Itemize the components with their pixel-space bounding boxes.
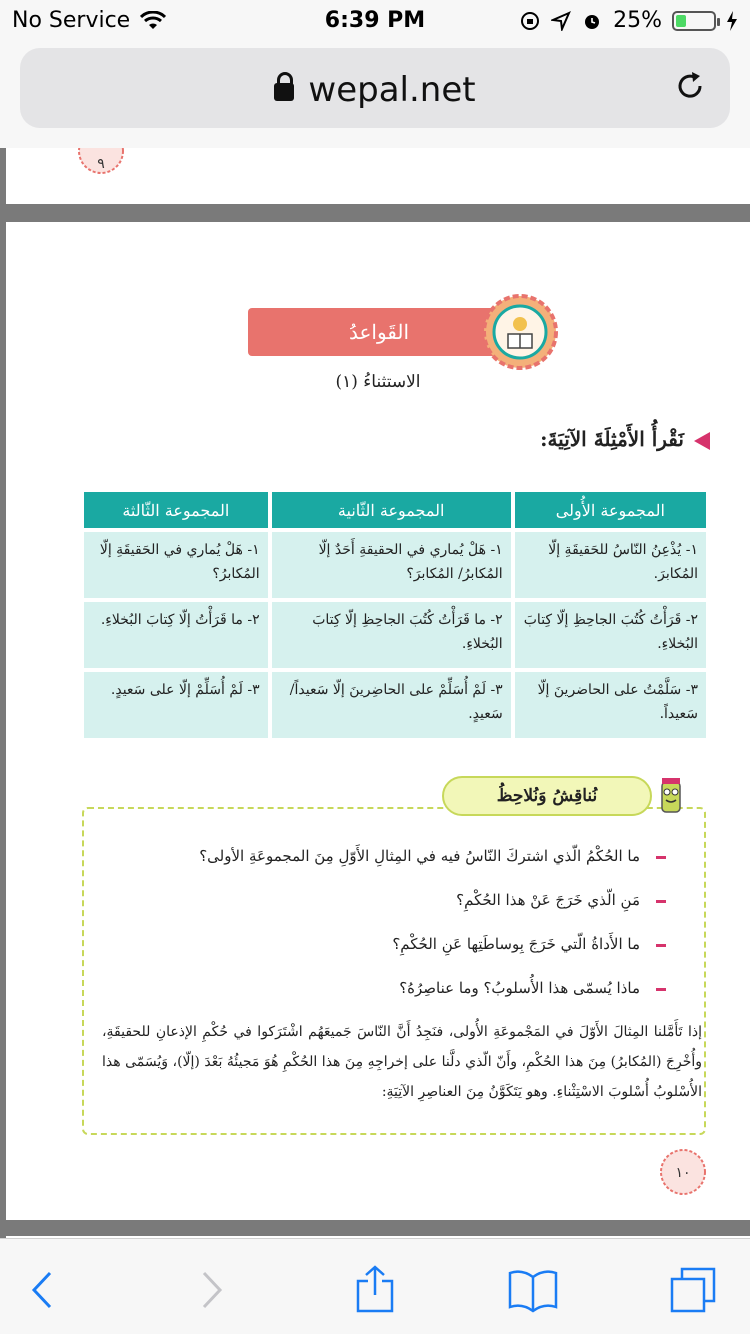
triangle-bullet-icon — [694, 432, 710, 450]
reload-icon[interactable] — [672, 68, 708, 104]
previous-page — [6, 148, 750, 204]
orientation-lock-icon — [519, 10, 541, 32]
questions-list — [106, 834, 666, 1010]
share-icon[interactable] — [350, 1265, 400, 1315]
forward-icon[interactable] — [186, 1265, 236, 1315]
lesson-subtitle: الاستثناءُ (١) — [335, 372, 421, 392]
status-bar — [0, 0, 750, 40]
list-item — [106, 966, 666, 1010]
explanation-paragraph: إذا تَأَمَّلنا المِثالَ الأَوّلَ في المَجْموعَةِ الأُولى، فنَجِدُ أَنَّ النّاسَ جَميعَهُم اشْتَرَكوا في حُكْمِ الإذعانِ للحقيقَةِ، وأُخْرِجَ (المُكابرُ) مِنَ هذا الحُكْمِ، وأَنّ الّذي دلَّنا على إخراجِهِ مِنَ هذا الحُكْمِ هُوَ مَجيئُهُ بَعْدَ (إلّا)، وَيُسَمّى هذا الأُسْلوبُ أُسْلوبَ الاسْتِثْناءِ. وهو يَتَكَوَّنُ مِنَ العناصِرِ الآتِيَةِ: — [102, 1024, 702, 1100]
banner-title: القَواعدُ — [348, 320, 410, 344]
carrier-label: No Service — [12, 8, 131, 33]
table-cell: ١- هَلْ يُماري في الحقيقةِ أَحَدٌ إلّا المُكابرُ/ المُكابرَ؟ — [272, 532, 511, 598]
tabs-icon[interactable] — [668, 1265, 718, 1315]
table-cell: ٢- ما قَرَأْتُ كُتُبَ الجاحِظِ إلّا كِتابَ البُخلاءِ. — [272, 602, 511, 668]
book-page — [6, 222, 750, 1220]
header-group-2: المجموعة الثّانية — [272, 492, 511, 528]
question-text: ماذا يُسمّى هذا الأُسلوبُ؟ وما عناصِرُهُ؟ — [399, 979, 640, 997]
table-cell: ٣- سَلَّمْتُ على الحاضرينَ إلّا سَعيداً. — [515, 672, 706, 738]
charging-icon — [726, 11, 738, 31]
url-text: wepal.net — [308, 70, 476, 110]
examples-table — [80, 488, 710, 742]
table-cell: ٣- لَمْ أُسَلِّمْ إلّا على سَعيدٍ. — [84, 672, 268, 738]
battery-icon — [672, 11, 716, 31]
table-cell: ٢- قَرَأْتُ كُتُبَ الجاحِظِ إلّا كِتابَ البُخلاءِ. — [515, 602, 706, 668]
page-number-badge — [76, 148, 126, 176]
instruction-text: نَقْرأُ الأَمْثِلَةَ الآتِيَةَ: — [540, 427, 684, 451]
url-display[interactable] — [20, 70, 730, 110]
previous-page-number: ٩ — [97, 156, 105, 172]
bookmarks-icon[interactable] — [508, 1265, 558, 1315]
browser-toolbar — [0, 1238, 750, 1334]
list-item — [106, 878, 666, 922]
clock: 6:39 PM — [324, 8, 426, 33]
section-banner — [248, 308, 510, 356]
header-group-1: المجموعة الأُولى — [515, 492, 706, 528]
web-content[interactable] — [0, 148, 750, 1238]
table-header-row — [84, 492, 706, 528]
back-icon[interactable] — [18, 1265, 68, 1315]
list-item — [106, 922, 666, 966]
location-icon — [551, 11, 571, 31]
grammar-emblem-icon — [480, 292, 560, 372]
lock-icon — [274, 83, 294, 101]
battery-percent: 25% — [613, 8, 662, 33]
table-row — [84, 532, 706, 598]
header-group-3: المجموعة الثّالثة — [84, 492, 268, 528]
question-text: ما الأَداةُ الّتي خَرَجَ بِوساطَتِها عَنِ الحُكْمِ؟ — [392, 935, 640, 953]
page-number: ١٠ — [675, 1165, 691, 1181]
table-cell: ١- هَلْ يُماري في الحَقيقَةِ إلّا المُكابرُ؟ — [84, 532, 268, 598]
pencil-character-icon — [646, 772, 696, 822]
page-number-badge — [658, 1147, 708, 1197]
status-right — [519, 8, 738, 33]
dash-bullet-icon — [656, 944, 666, 947]
instruction-heading — [540, 427, 710, 451]
table-row — [84, 672, 706, 738]
alarm-icon — [581, 10, 603, 32]
list-item — [106, 834, 666, 878]
question-text: مَنِ الّذي خَرَجَ عَنْ هذا الحُكْمِ؟ — [456, 891, 640, 909]
table-cell: ٣- لَمْ أُسَلِّمْ على الحاضِرينَ إلّا سَعيداً/ سَعيدٍ. — [272, 672, 511, 738]
dash-bullet-icon — [656, 900, 666, 903]
table-cell: ٢- ما قَرَأْتُ إلّا كِتابَ البُخلاءِ. — [84, 602, 268, 668]
discussion-label: نُناقِشُ وَنُلاحِظُ — [442, 776, 652, 816]
table-row — [84, 602, 706, 668]
address-bar[interactable] — [20, 48, 730, 128]
table-cell: ١- يُذْعِنُ النّاسُ للحَقيقَةِ إلّا المُكابرَ. — [515, 532, 706, 598]
dash-bullet-icon — [656, 988, 666, 991]
dash-bullet-icon — [656, 856, 666, 859]
question-text: ما الحُكْمُ الّذي اشتركَ النّاسُ فيه في المِثالِ الأَوّلِ مِنَ المجموعَةِ الأولى؟ — [199, 847, 640, 865]
